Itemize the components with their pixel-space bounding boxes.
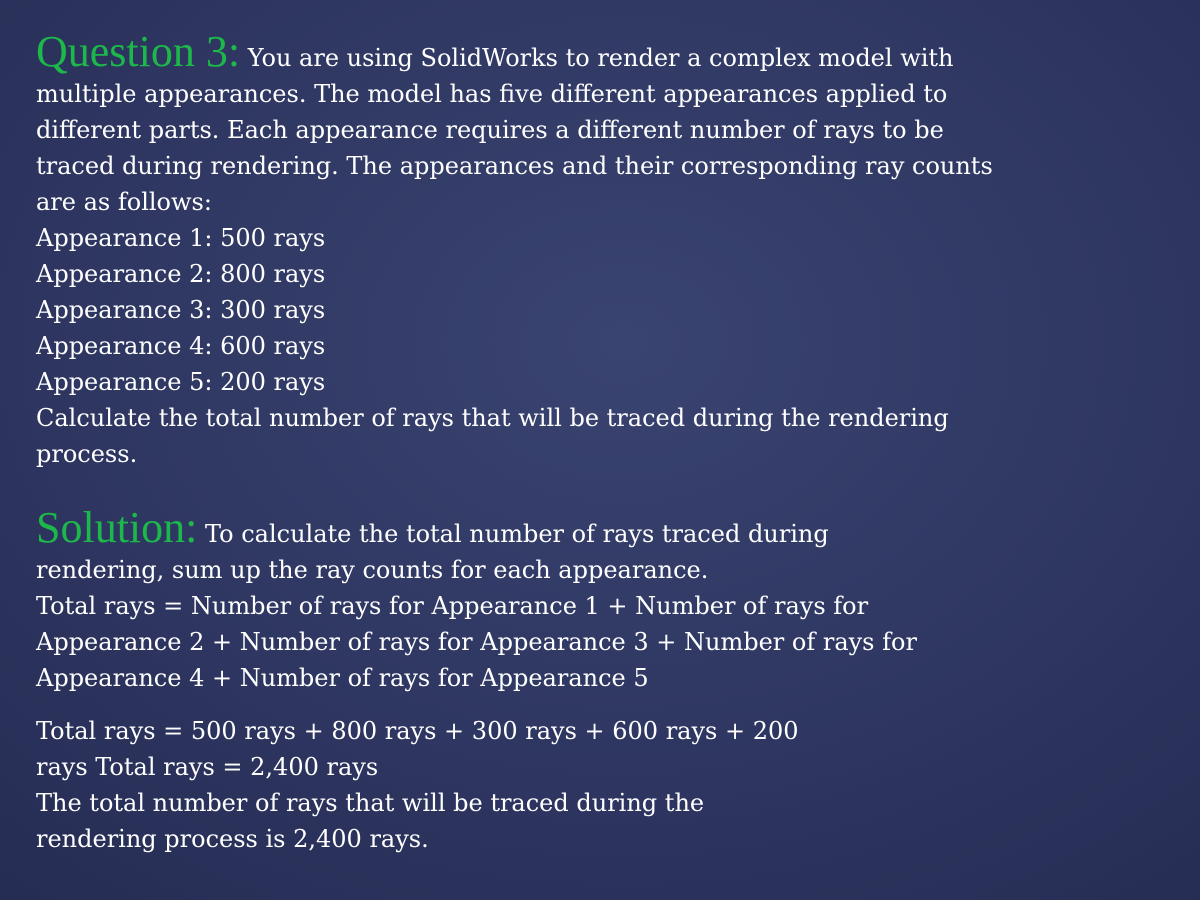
appearance-item-5: Appearance 5: 200 rays (36, 368, 326, 396)
solution-heading: Solution: (36, 503, 198, 552)
question-ask-line: Calculate the total number of rays that will be traced during the rendering (36, 404, 949, 432)
result-text-line: rendering process is 2,400 rays. (36, 825, 429, 853)
question-ask-line: process. (36, 440, 138, 468)
appearance-item-3: Appearance 3: 300 rays (36, 296, 326, 324)
question-heading: Question 3: (36, 27, 241, 76)
question-text-line: different parts. Each appearance requires a different number of rays to be (36, 116, 944, 144)
solution-text-line: rendering, sum up the ray counts for each appearance. (36, 556, 709, 584)
result-block (36, 713, 836, 857)
question-text-line: multiple appearances. The model has five different appearances applied to (36, 80, 948, 108)
solution-text-line: Appearance 4 + Number of rays for Appearance 5 (36, 664, 649, 692)
solution-text-line: Total rays = Number of rays for Appearance 1 + Number of rays for (36, 592, 869, 620)
question-block (36, 27, 1166, 472)
result-text-line: The total number of rays that will be traced during the (36, 789, 705, 817)
question-first-line (36, 27, 1166, 76)
solution-first-line (36, 503, 1166, 552)
result-text-line: Total rays = 500 rays + 800 rays + 300 rays + 600 rays + 200 (36, 717, 799, 745)
question-intro-text: You are using SolidWorks to render a complex model with (240, 44, 954, 72)
appearance-item-4: Appearance 4: 600 rays (36, 332, 326, 360)
appearance-item-2: Appearance 2: 800 rays (36, 260, 326, 288)
solution-block (36, 503, 1166, 696)
question-text-line: traced during rendering. The appearances and their corresponding ray counts (36, 152, 993, 180)
solution-intro-text: To calculate the total number of rays traced during (197, 520, 829, 548)
result-text-line: rays Total rays = 2,400 rays (36, 753, 379, 781)
solution-text-line: Appearance 2 + Number of rays for Appearance 3 + Number of rays for (36, 628, 917, 656)
question-text-line: are as follows: (36, 188, 212, 216)
appearance-item-1: Appearance 1: 500 rays (36, 224, 326, 252)
